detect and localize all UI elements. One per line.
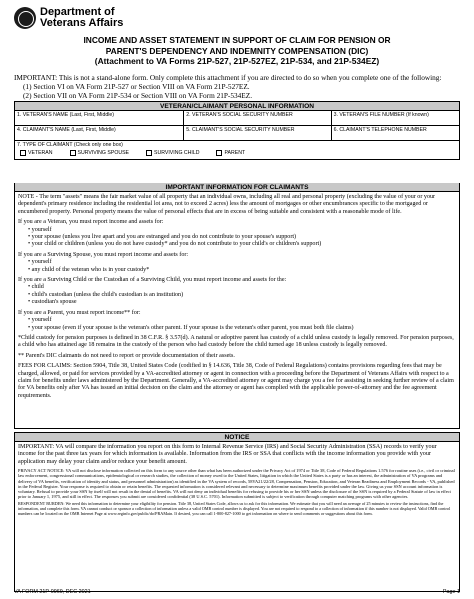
spouse-lead: If you are a Surviving Spouse, you must report income and assets for: [18, 251, 189, 258]
surviving-child-option-label: SURVIVING CHILD [154, 150, 200, 156]
list-item: • your spouse (even if your spouse is the veteran's other parent. If your spouse is the veteran's other parent, you must both file claims) [28, 324, 354, 331]
claimant-ssn-label: 5. CLAIMANT'S SOCIAL SECURITY NUMBER [186, 127, 295, 133]
list-item: • yourself [28, 226, 52, 233]
list-item: • any child of the veteran who is in your custody* [28, 266, 150, 273]
claimant-ssn-field[interactable] [184, 126, 331, 140]
list-item: • yourself [28, 259, 52, 266]
assets-note: NOTE - The term "assets" means the fair market value of all property that an individual owns, including all real and personal property (excluding the value of your or your dependent's primary residence including the residential lot area, not to exceed 2 acres) less the amount of mortgages or other encumbrances specific to the mortgaged or encumbered property. Personal property means the value of personal effects that are in excess of being suitable and consistent with a reasonable mode of life. [18, 194, 436, 215]
veteran-name-label: 1. VETERAN'S NAME (Last, First, Middle) [17, 112, 114, 118]
important-item-1: (1) Section VI on VA Form 21P-527 or Section VIII on VA Form 21P-527EZ. [23, 82, 250, 92]
important-item-2: (2) Section VII on VA Form 21P-534 or Section VIII on VA Form 21P-534EZ. [23, 91, 253, 101]
privacy-act-notice: PRIVACY ACT NOTICE: VA will not disclose information collected on this form to any source other than what has been authorized under the Privacy Act of 1974 or Title 38, Code of Federal Regulations 1.576 for routine uses (i.e., civil or criminal law enforcement, congressional communications, epidemiological or research studies, the collection of money owed to the United States, litigation in which the United States is a party or has an interest, the administration of VA programs and delivery of VA benefits, verification of identity and status, and personnel administration) as identified in the VA system of records, 58VA21/22/28, Compensation, Pension, Education, and Veteran Readiness and Employment Records - VA, published in the Federal Register. Your response is required to obtain or retain benefits. The requested information is considered relevant and necessary to determine maximum benefits provided under the law. Giving us your SSN account information is voluntary. Refusal to provide your SSN by itself will not result in the denial of benefits. VA will not deny an individual benefits for refusing to provide his or her SSN unless the disclosure of the SSN is required by a Federal Statute of law in effect prior to January 1, 1975, and still in effect. The responses you submit are considered confidential (38 U.S.C. 5701). Information submitted is subject to verification through computer matching programs with other agencies. [18, 468, 455, 500]
custody-footnote: *Child custody for pension purposes is defined in 38 C.F.R. § 3.57(d). A natural or adoptive parent has custody of a child unless custody is legally removed. For pension purposes, a child who has attained age 18 remains in the custody of the person who had custody before the child turned age 18 unless custody is legally removed. [18, 334, 454, 349]
title-line-2: PARENT'S DEPENDENCY AND INDEMNITY COMPENSATION (DIC) [105, 45, 369, 56]
list-item: • custodian's spouse [28, 299, 77, 306]
form-title [20, 35, 454, 67]
claimant-instructions-section [14, 183, 460, 429]
claimant-name-label: 4. CLAIMANT'S NAME (Last, First, Middle) [17, 127, 116, 133]
notice-section [14, 432, 460, 592]
list-item: • your child or children (unless you do not have custody* and you do not contribute to your child's or children's support) [28, 241, 322, 248]
respondent-burden: RESPONDENT BURDEN: We need this information to determine your eligibility for pension. Title 38, United States Code, allows us to ask for this information. We estimate that you will need an average of 25 minutes to review the instructions, find the information, and complete this form. VA cannot conduct or sponsor a collection of information unless a valid OMB control number is displayed. You are not required to respond to a collection of information if this number is not displayed. Valid OMB control numbers can be located on the OMB Internet Page at www.reginfo.gov/public/do/PRAMain. If desired, you can call 1-800-827-1000 to get information on where to send comments or suggestions about this form. [18, 501, 451, 517]
instructions-body [15, 192, 459, 405]
surviving-spouse-option-label: SURVIVING SPOUSE [77, 150, 130, 156]
claimant-type-label: 7. TYPE OF CLAIMANT (Check only one box) [17, 142, 123, 148]
veteran-checkbox[interactable] [20, 150, 26, 156]
list-item: • your spouse (unless you live apart and you are estranged and you do not contribute to your spouse's support) [28, 234, 297, 241]
title-line-3: (Attachment to VA Forms 21P-527, 21P-527EZ, 21P-534, and 21P-534EZ) [94, 56, 380, 66]
parent-option-label: PARENT [224, 150, 246, 156]
list-item: • child's custodian (unless the child's custodian is an institution) [28, 291, 184, 298]
list-item: • yourself [28, 317, 52, 324]
dept-line-2: Veterans Affairs [40, 17, 124, 29]
important-note [14, 73, 460, 101]
dept-line-1: Department of [40, 6, 115, 18]
fees-for-claims: FEES FOR CLAIMS: Section 5904, Title 38, United States Code (codified in § 14.636, Title 38, Code of Federal Regulations) contains provisions regarding fees that may be charged, allowed, or paid for services provided by a VA-accredited attorney or agent in connection with a proceeding before the Department of Veterans Affairs with respect to a claim for benefits under laws administered by the Department. Generally, a VA-accredited attorney or agent may charge you a fee for assisting in seeking further review of a claim for VA benefits only after VA has issued an initial decision on the claim and the attorney or agent has complied with the applicable power-of-attorney and the fee agreement requirements. [18, 363, 454, 399]
veteran-file-number-field[interactable] [332, 111, 459, 125]
notice-heading: NOTICE [15, 433, 459, 442]
fields-row-2 [15, 126, 459, 141]
parent-dic-footnote: ** Parent's DIC claimants do not need to report or provide documentation of their assets. [18, 352, 235, 359]
veteran-file-number-label: 3. VETERAN'S FILE NUMBER (If known) [333, 112, 429, 118]
list-item: • child [28, 284, 44, 291]
child-lead: If you are a Surviving Child or the Custodian of a Surviving Child, you must report income and assets for the: [18, 277, 287, 284]
va-seal-icon [14, 7, 36, 29]
claimant-name-field[interactable] [15, 126, 184, 140]
va-wordmark [40, 7, 123, 29]
veteran-ssn-label: 2. VETERAN'S SOCIAL SECURITY NUMBER [186, 112, 293, 118]
instructions-heading: IMPORTANT INFORMATION FOR CLAIMANTS [15, 183, 459, 192]
notice-body [15, 442, 459, 518]
claimant-phone-field[interactable] [332, 126, 459, 140]
title-line-1: INCOME AND ASSET STATEMENT IN SUPPORT OF CLAIM FOR PENSION OR [83, 35, 391, 45]
parent-checkbox[interactable] [216, 150, 222, 156]
fields-row-1 [15, 111, 459, 126]
notice-important: IMPORTANT: VA will compare the information you report on this form to Internal Revenue Service (IRS) and Social Security Administration (SSA) records to verify your income for the past three tax years for which information is available. Information from the IRS or SSA that conflicts with the income information you provide with your application may delay your claim and/or reduce your benefit amount. [18, 444, 437, 465]
surviving-child-checkbox[interactable] [146, 150, 152, 156]
va-header [14, 3, 123, 33]
claimant-phone-label: 6. CLAIMANT'S TELEPHONE NUMBER [333, 127, 427, 133]
page-number: Page 1 [442, 589, 460, 595]
veteran-lead: If you are a Veteran, you must report income and assets for: [18, 219, 164, 226]
parent-lead: If you are a Parent, you must report income** for: [18, 309, 141, 316]
personal-info-section [14, 101, 460, 160]
important-lead: IMPORTANT: This is not a stand-alone form. Only complete this attachment if you are directed to do so when you complete one of the following: [14, 73, 442, 82]
claimant-type-field [15, 141, 459, 159]
personal-info-heading: VETERAN/CLAIMANT PERSONAL INFORMATION [15, 102, 459, 111]
surviving-spouse-checkbox[interactable] [70, 150, 76, 156]
veteran-ssn-field[interactable] [184, 111, 331, 125]
veteran-name-field[interactable] [15, 111, 184, 125]
veteran-option-label: VETERAN [28, 150, 53, 156]
claimant-type-options [17, 150, 457, 156]
form-id: VA FORM 21P-0969, DEC 2021 [14, 589, 91, 595]
